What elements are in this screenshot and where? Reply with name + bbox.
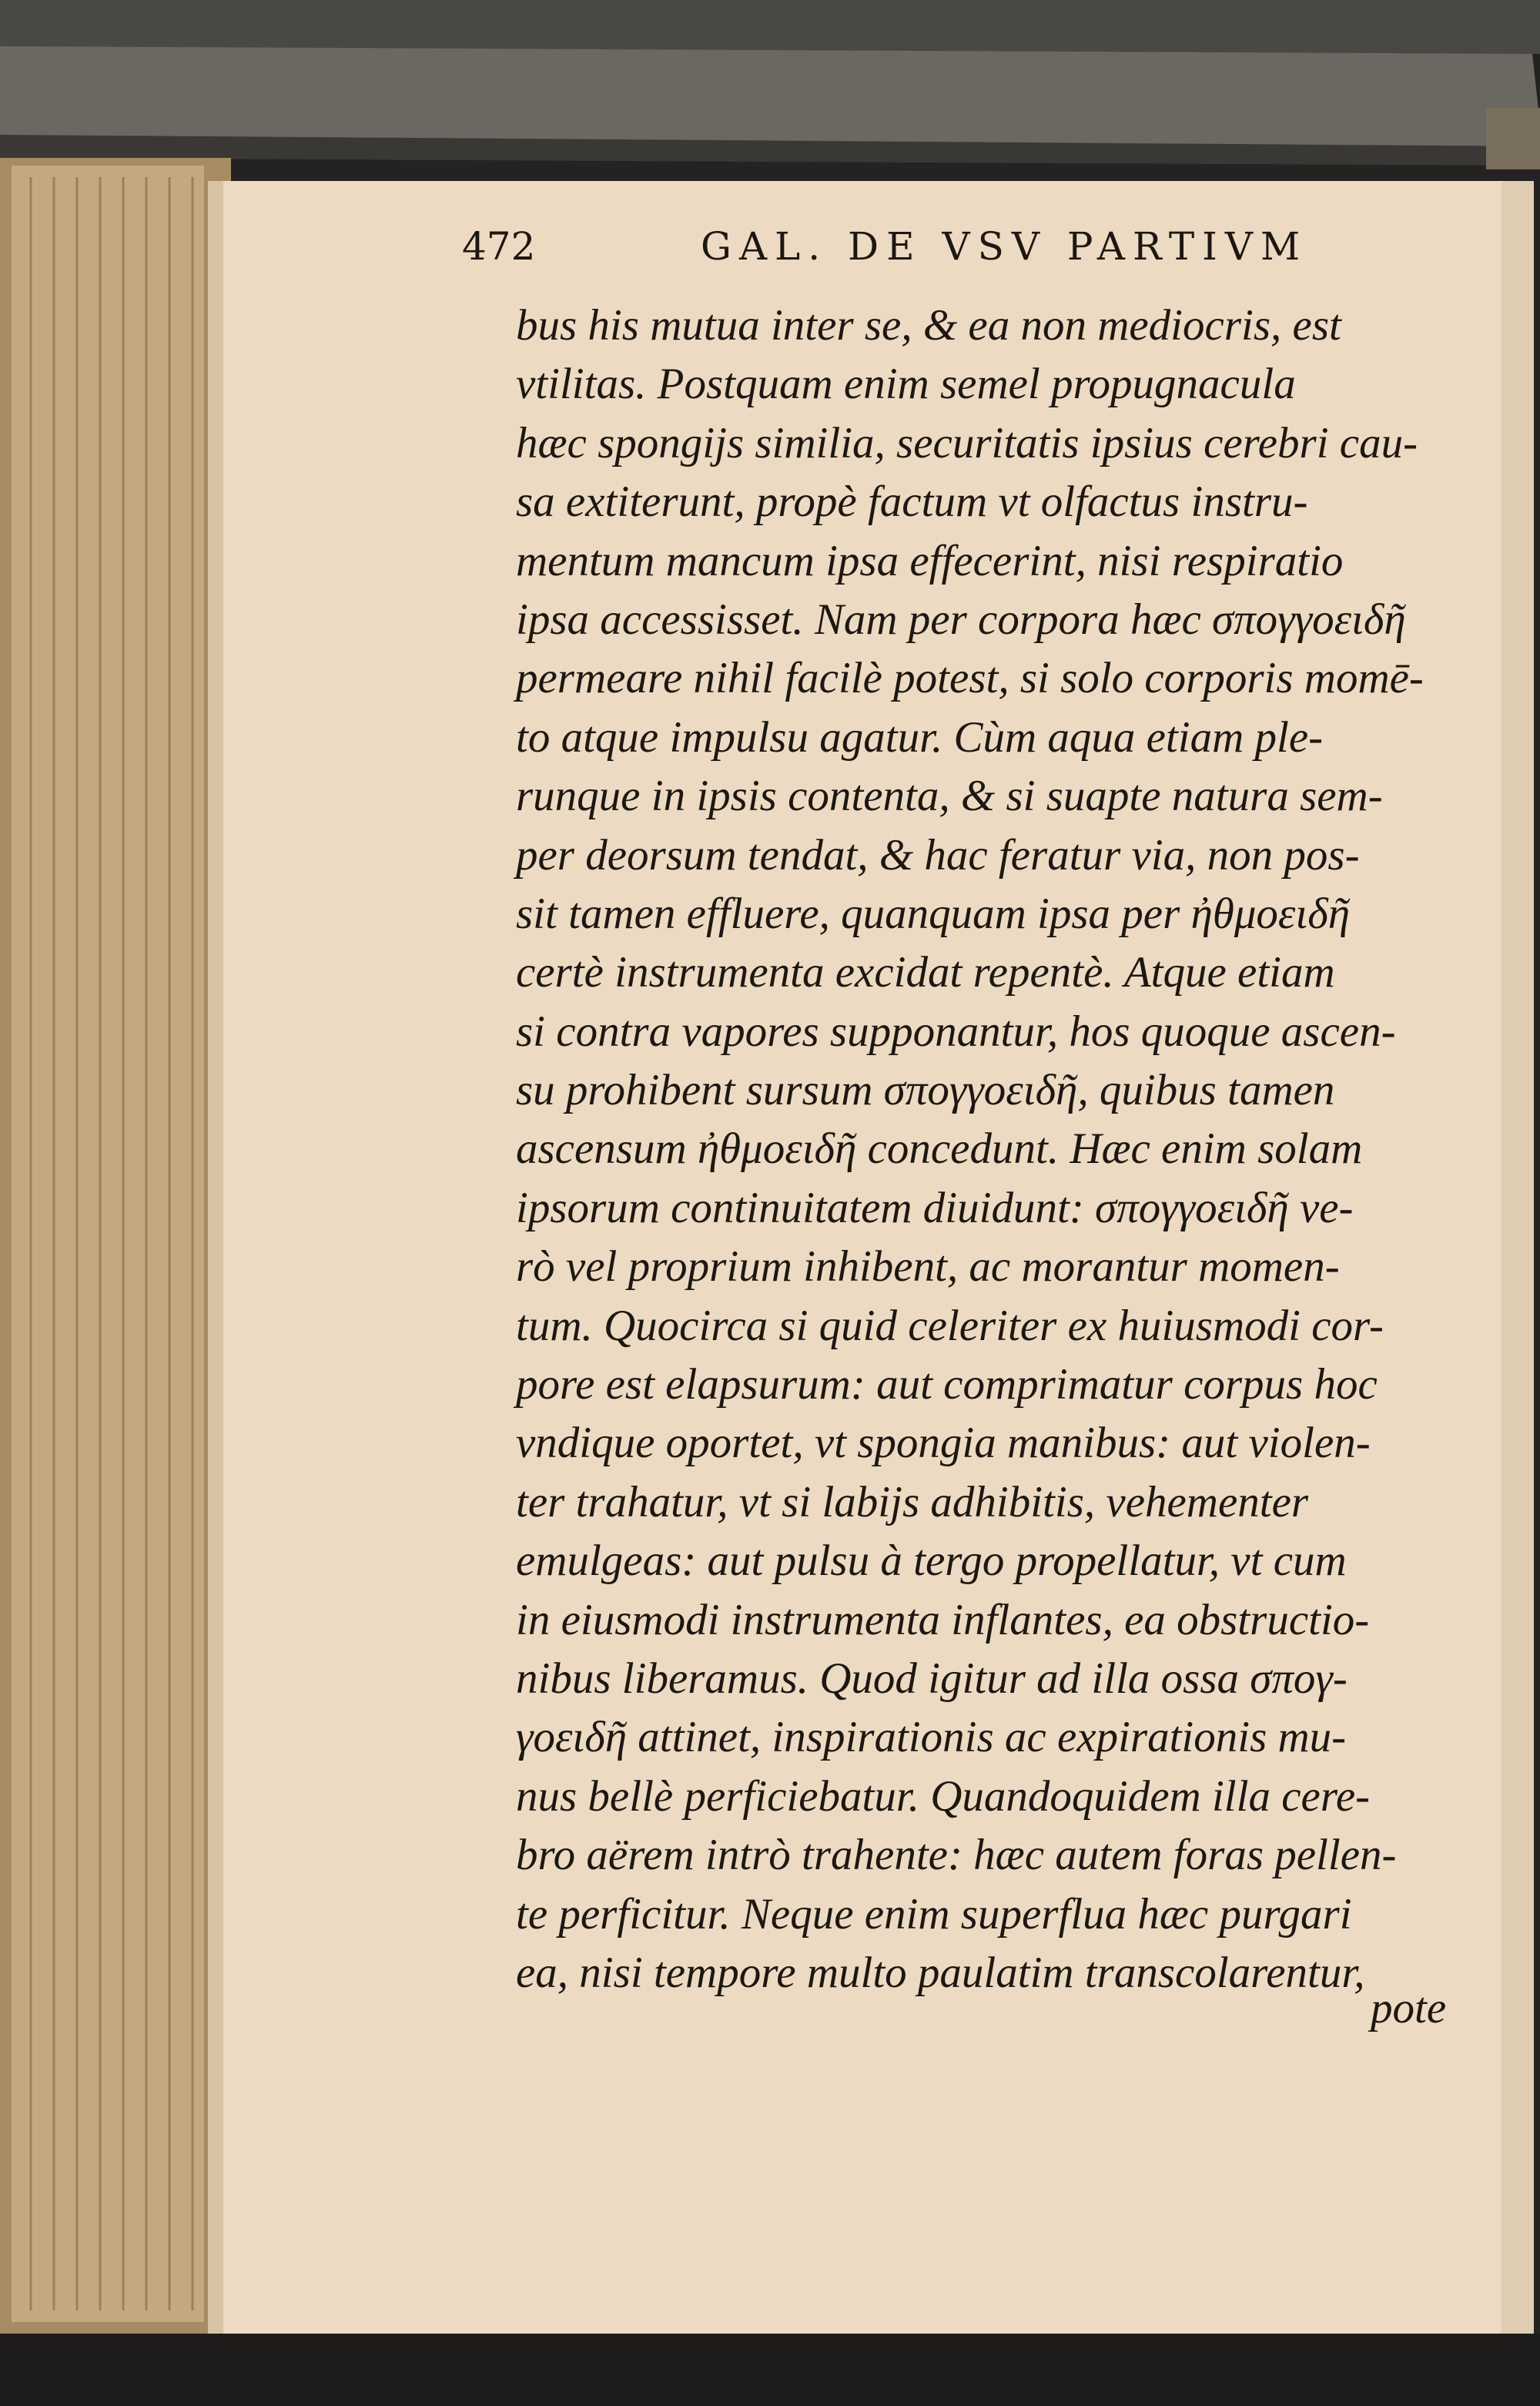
text-line: bus his mutua inter se, & ea non mediocris, est [516, 301, 1341, 350]
text-line: si contra vapores supponantur, hos quoque ascen- [516, 1007, 1396, 1056]
text-line: bro aërem intrò trahente: hæc autem foras pellen- [516, 1831, 1397, 1880]
text-line: runque in ipsis contenta, & si suapte natura sem- [516, 772, 1383, 821]
text-line: ter trahatur, vt si labijs adhibitis, vehementer [516, 1477, 1309, 1526]
text-line: nibus liberamus. Quod igitur ad illa ossa σπογ- [516, 1654, 1348, 1703]
text-line: to atque impulsu agatur. Cùm aqua etiam ple- [516, 712, 1324, 762]
text-line: in eiusmodi instrumenta inflantes, ea obstructio- [516, 1595, 1370, 1644]
body-text [516, 297, 1471, 2002]
text-line: ascensum ἠθμοειδῆ concedunt. Hæc enim solam [516, 1124, 1363, 1174]
text-line: vndique oportet, vt spongia manibus: aut violen- [516, 1419, 1371, 1468]
text-line: emulgeas: aut pulsu à tergo propellatur, vt cum [516, 1536, 1347, 1586]
text-line: pore est elapsurum: aut comprimatur corpus hoc [516, 1360, 1378, 1409]
text-line: nus bellè perficiebatur. Quandoquidem illa cere- [516, 1771, 1371, 1821]
text-line: hæc spongijs similia, securitatis ipsius cerebri cau- [516, 418, 1418, 467]
text-line: certè instrumenta excidat repentè. Atque etiam [516, 948, 1335, 997]
text-line: vtilitas. Postquam enim semel propugnacula [516, 360, 1296, 409]
text-line: sit tamen effluere, quanquam ipsa per ἠθμοειδῆ [516, 889, 1350, 938]
text-line: mentum mancum ipsa effecerint, nisi respiratio [516, 536, 1344, 585]
text-line: rò vel proprium inhibent, ac morantur momen- [516, 1242, 1340, 1292]
catchword: pote [1371, 1984, 1447, 2032]
text-line: tum. Quocirca si quid celeriter ex huiusmodi cor- [516, 1301, 1384, 1350]
text-line: permeare nihil facilè potest, si solo corporis momē- [516, 654, 1424, 703]
text-line: ea, nisi tempore multo paulatim transcolarentur, [516, 1948, 1365, 1997]
text-line: sa extiterunt, propè factum vt olfactus instru- [516, 478, 1308, 527]
text-line: γοειδῆ attinet, inspirationis ac expirationis mu- [516, 1713, 1347, 1762]
text-line: te perficitur. Neque enim superflua hæc purgari [516, 1889, 1352, 1939]
running-title: GAL. DE VSV PARTIVM [701, 224, 1308, 269]
page-number: 472 [462, 224, 536, 269]
text-line: su prohibent sursum σπογγοειδῆ, quibus tamen [516, 1066, 1335, 1115]
running-head [462, 216, 1478, 277]
text-line: ipsa accessisset. Nam per corpora hæc σπογγοειδῆ [516, 595, 1406, 644]
text-line: ipsorum continuitatem diuidunt: σπογγοειδῆ ve- [516, 1183, 1354, 1232]
text-line: per deorsum tendat, & hac feratur via, non pos- [516, 830, 1360, 880]
